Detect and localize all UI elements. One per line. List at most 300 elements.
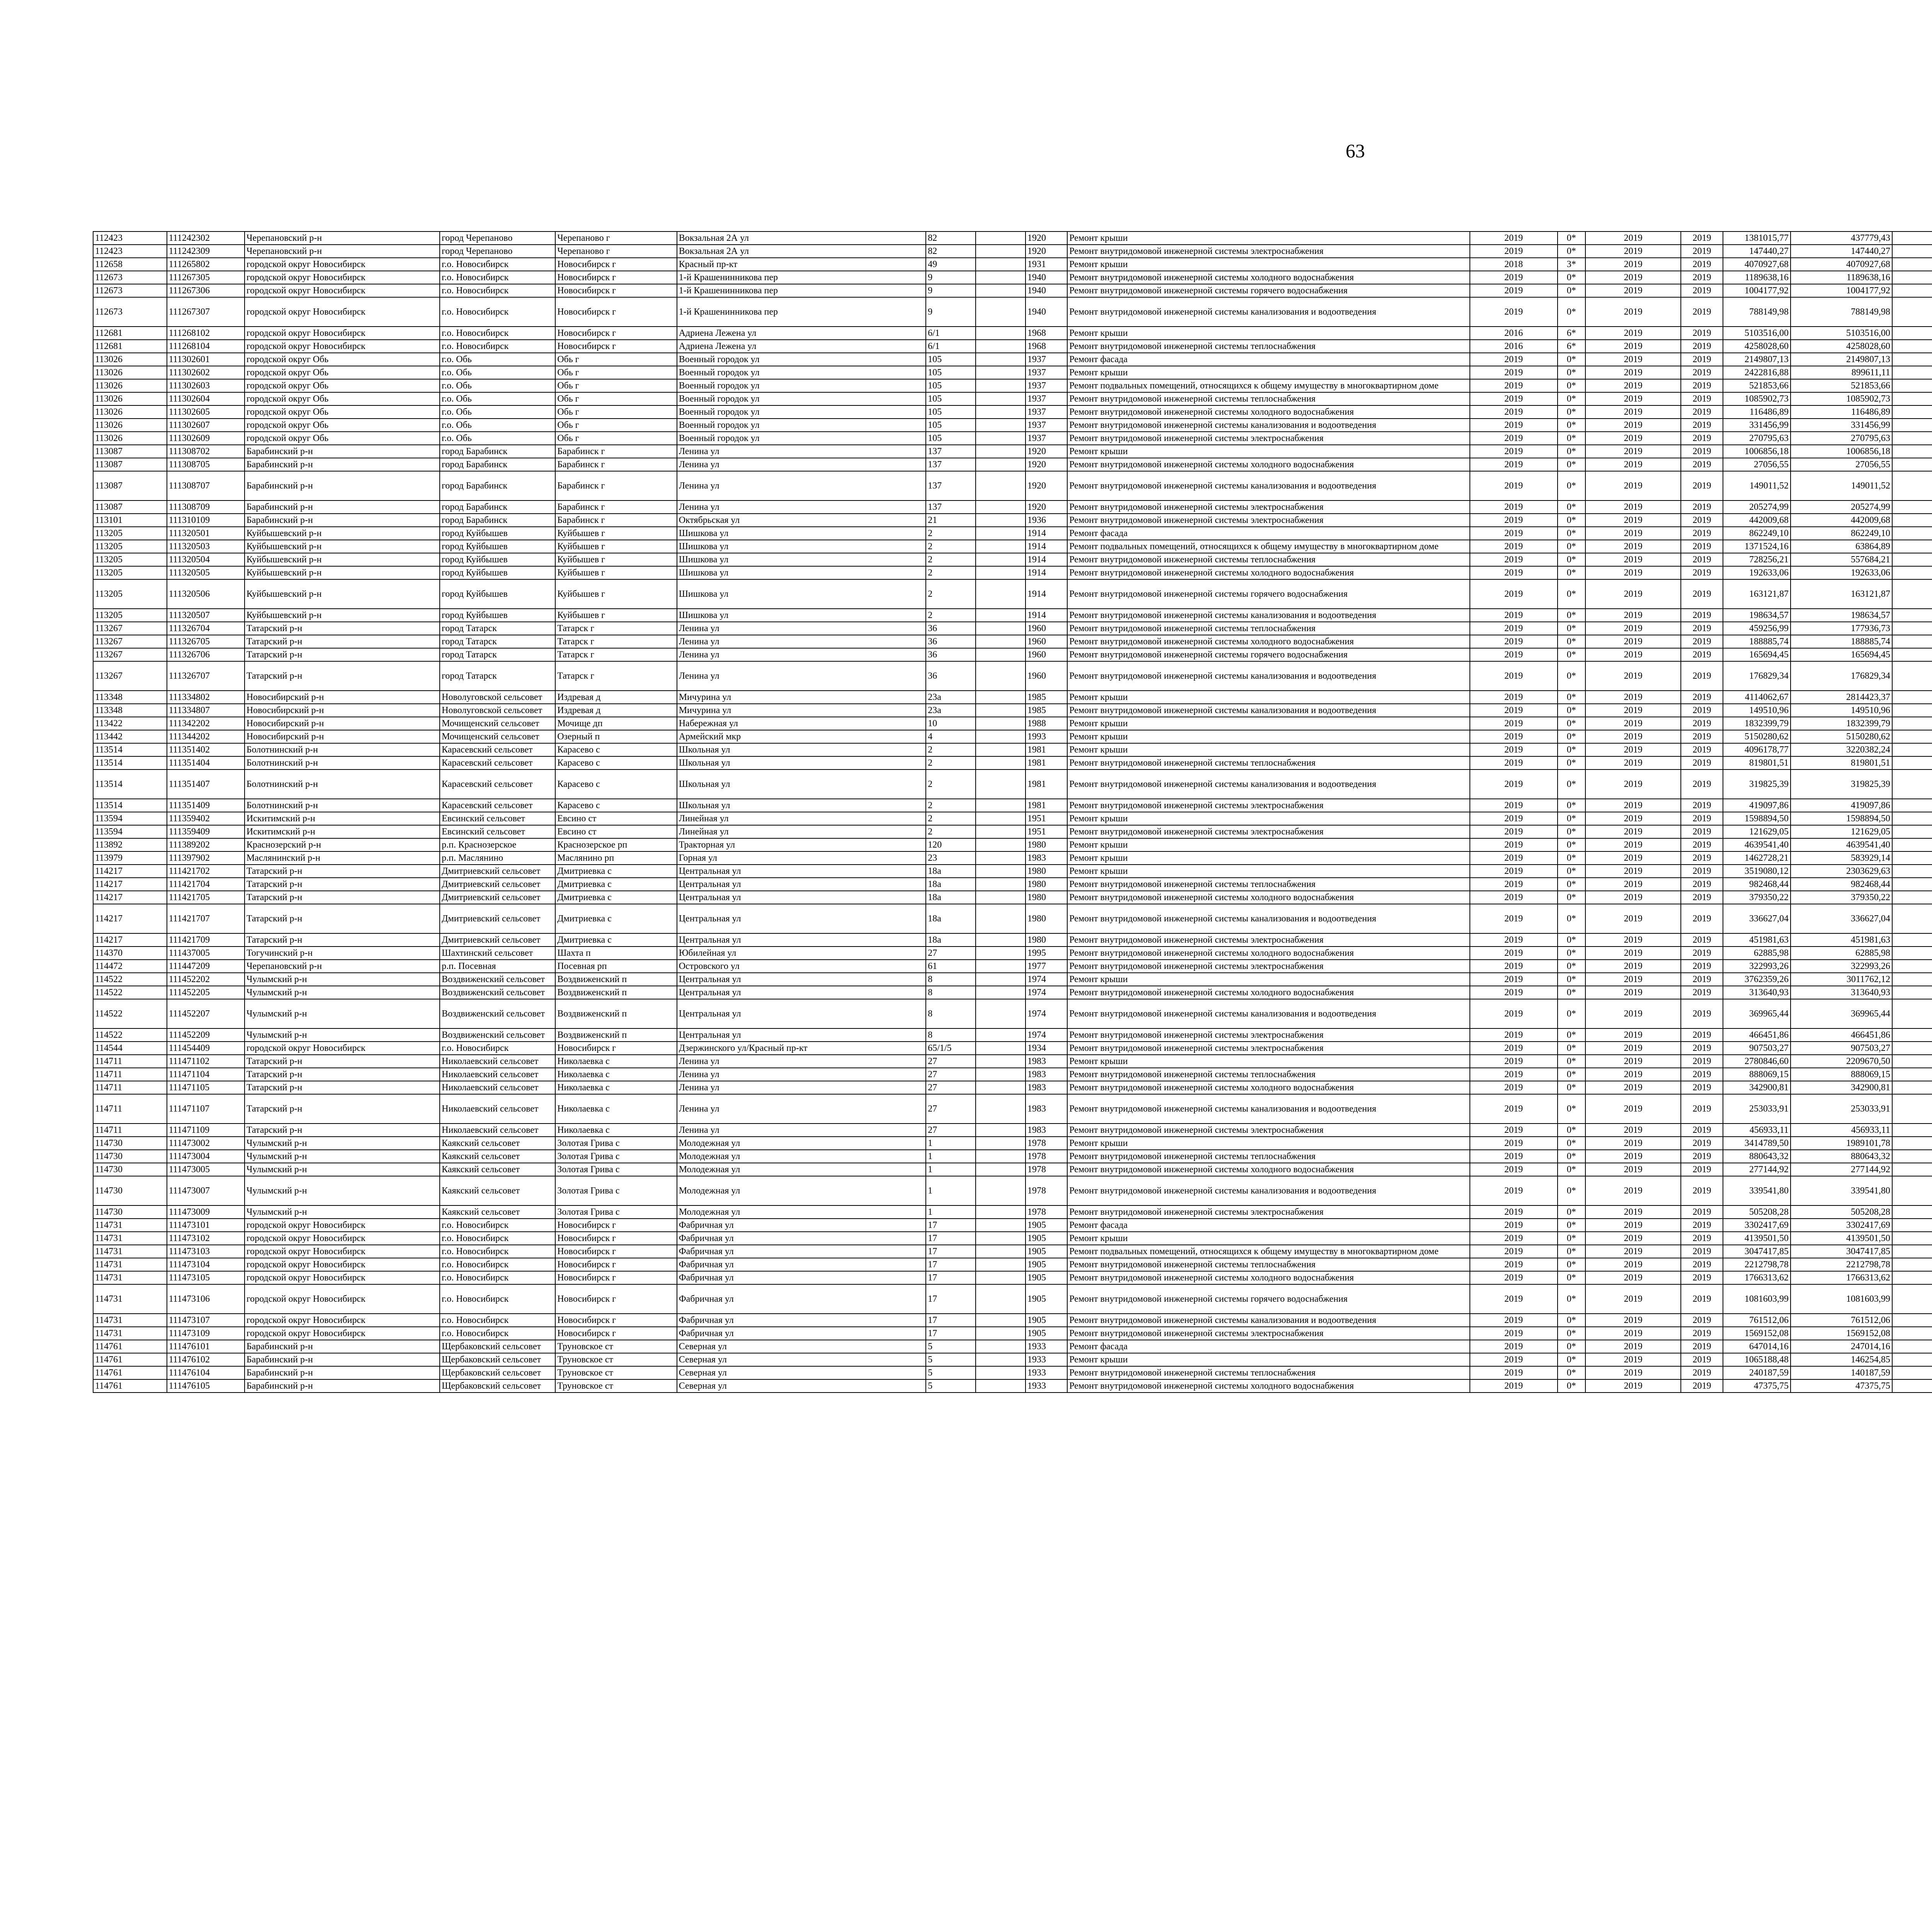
cell-district: городской округ Новосибирск [245, 1327, 440, 1340]
cell-building [976, 1379, 1026, 1393]
cell-planned-year: 2019 [1470, 1150, 1558, 1163]
cell-locality: Барабинск г [555, 445, 677, 458]
cell-work-id: 111310109 [167, 514, 245, 527]
cell-end-year: 2019 [1681, 1379, 1723, 1393]
cell-planned-year: 2018 [1470, 258, 1558, 271]
cell-fund-amount: 342900,81 [1791, 1081, 1892, 1094]
cell-work-id: 111344202 [167, 730, 245, 743]
cell-building [976, 579, 1026, 609]
cell-locality: Труновское ст [555, 1379, 677, 1393]
cell-fund-amount: 456933,11 [1791, 1124, 1892, 1137]
cell-postponement: 0* [1558, 1124, 1585, 1137]
cell-start-year: 2019 [1585, 1163, 1681, 1176]
cell-year-built: 1914 [1026, 609, 1067, 622]
cell-planned-year: 2019 [1470, 717, 1558, 730]
cell-house-number: 36 [926, 661, 976, 691]
cell-municipality: Новолуговской сельсовет [440, 704, 555, 717]
cell-locality: Обь г [555, 405, 677, 419]
cell-building [976, 799, 1026, 812]
cell-planned-year: 2019 [1470, 1124, 1558, 1137]
cell-municipality: г.о. Новосибирск [440, 1258, 555, 1271]
cell-planned-year: 2019 [1470, 635, 1558, 648]
cell-postponement: 0* [1558, 458, 1585, 471]
cell-total-cost: 4639541,40 [1723, 838, 1791, 851]
table-row [93, 1271, 1932, 1284]
cell-start-year: 2019 [1585, 353, 1681, 366]
cell-district: Болотнинский р-н [245, 799, 440, 812]
cell-house-number: 8 [926, 973, 976, 986]
cell-house-id: 113026 [93, 366, 167, 379]
cell-district: Новосибирский р-н [245, 691, 440, 704]
cell-end-year: 2019 [1681, 514, 1723, 527]
cell-locality: Куйбышев г [555, 609, 677, 622]
cell-end-year: 2019 [1681, 579, 1723, 609]
cell-building [976, 635, 1026, 648]
cell-municipality: Воздвиженский сельсовет [440, 999, 555, 1028]
cell-municipality: г.о. Новосибирск [440, 271, 555, 284]
cell-house-id: 114731 [93, 1258, 167, 1271]
cell-street: Набережная ул [677, 717, 926, 730]
cell-work-type: Ремонт внутридомовой инженерной системы холодного водоснабжения [1067, 1081, 1470, 1094]
cell-start-year: 2019 [1585, 999, 1681, 1028]
table-row [93, 743, 1932, 756]
cell-postponement: 0* [1558, 661, 1585, 691]
cell-postponement: 0* [1558, 1232, 1585, 1245]
cell-street: Военный городок ул [677, 392, 926, 405]
cell-municipality: Щербаковский сельсовет [440, 1379, 555, 1393]
cell-municipality: город Куйбышев [440, 553, 555, 566]
cell-locality: Татарск г [555, 648, 677, 661]
cell-district: Барабинский р-н [245, 445, 440, 458]
cell-house-id: 114522 [93, 986, 167, 999]
cell-house-id: 112681 [93, 327, 167, 340]
cell-fund-amount: 205274,99 [1791, 501, 1892, 514]
cell-work-id: 111265802 [167, 258, 245, 271]
cell-work-id: 111267306 [167, 284, 245, 297]
cell-planned-year: 2019 [1470, 947, 1558, 960]
cell-street: Фабричная ул [677, 1314, 926, 1327]
cell-planned-year: 2019 [1470, 419, 1558, 432]
cell-building [976, 471, 1026, 501]
cell-budget-federal [1892, 1258, 1932, 1271]
cell-postponement: 0* [1558, 353, 1585, 366]
cell-planned-year: 2019 [1470, 1055, 1558, 1068]
table-row [93, 566, 1932, 579]
cell-street: Ленина ул [677, 661, 926, 691]
cell-district: Татарский р-н [245, 1094, 440, 1124]
cell-street: Ленина ул [677, 622, 926, 635]
cell-street: Центральная ул [677, 878, 926, 891]
table-row [93, 1081, 1932, 1094]
cell-year-built: 1980 [1026, 891, 1067, 904]
cell-year-built: 1983 [1026, 1081, 1067, 1094]
cell-building [976, 445, 1026, 458]
cell-street: Школьная ул [677, 770, 926, 799]
cell-fund-amount: 270795,63 [1791, 432, 1892, 445]
cell-district: Новосибирский р-н [245, 730, 440, 743]
cell-municipality: г.о. Новосибирск [440, 258, 555, 271]
cell-district: Чулымский р-н [245, 1163, 440, 1176]
cell-street: Фабричная ул [677, 1271, 926, 1284]
cell-street: Молодежная ул [677, 1205, 926, 1219]
cell-house-number: 105 [926, 419, 976, 432]
cell-district: Татарский р-н [245, 1055, 440, 1068]
cell-municipality: р.п. Краснозерское [440, 838, 555, 851]
cell-building [976, 1028, 1026, 1042]
cell-year-built: 1977 [1026, 960, 1067, 973]
cell-budget-federal [1892, 392, 1932, 405]
cell-house-id: 114370 [93, 947, 167, 960]
table-row [93, 245, 1932, 258]
table-row [93, 1353, 1932, 1366]
cell-end-year: 2019 [1681, 891, 1723, 904]
cell-street: Шишкова ул [677, 540, 926, 553]
cell-end-year: 2019 [1681, 405, 1723, 419]
cell-year-built: 1937 [1026, 366, 1067, 379]
cell-end-year: 2019 [1681, 947, 1723, 960]
cell-house-number: 8 [926, 986, 976, 999]
cell-budget-federal [1892, 353, 1932, 366]
cell-total-cost: 379350,22 [1723, 891, 1791, 904]
cell-work-id: 111473106 [167, 1284, 245, 1314]
cell-postponement: 0* [1558, 999, 1585, 1028]
cell-district: Татарский р-н [245, 648, 440, 661]
cell-work-id: 111476105 [167, 1379, 245, 1393]
cell-start-year: 2019 [1585, 1284, 1681, 1314]
cell-street: Школьная ул [677, 743, 926, 756]
cell-district: Барабинский р-н [245, 501, 440, 514]
cell-house-number: 18а [926, 891, 976, 904]
table-row [93, 1340, 1932, 1353]
cell-planned-year: 2019 [1470, 1205, 1558, 1219]
cell-locality: Краснозерское рп [555, 838, 677, 851]
cell-postponement: 0* [1558, 717, 1585, 730]
cell-start-year: 2019 [1585, 1245, 1681, 1258]
cell-municipality: р.п. Посевная [440, 960, 555, 973]
cell-postponement: 0* [1558, 284, 1585, 297]
cell-year-built: 1980 [1026, 878, 1067, 891]
cell-start-year: 2019 [1585, 770, 1681, 799]
cell-work-id: 111326704 [167, 622, 245, 635]
cell-building [976, 891, 1026, 904]
cell-street: Военный городок ул [677, 405, 926, 419]
cell-total-cost: 459256,99 [1723, 622, 1791, 635]
cell-year-built: 1931 [1026, 258, 1067, 271]
cell-house-id: 114522 [93, 999, 167, 1028]
cell-budget-federal [1892, 770, 1932, 799]
cell-year-built: 1933 [1026, 1366, 1067, 1379]
cell-house-number: 105 [926, 366, 976, 379]
cell-year-built: 1920 [1026, 232, 1067, 245]
cell-total-cost: 1085902,73 [1723, 392, 1791, 405]
cell-building [976, 609, 1026, 622]
cell-municipality: Карасевский сельсовет [440, 743, 555, 756]
cell-planned-year: 2019 [1470, 661, 1558, 691]
cell-house-number: 2 [926, 609, 976, 622]
cell-street: Линейная ул [677, 825, 926, 838]
cell-budget-federal [1892, 1379, 1932, 1393]
cell-locality: Черепаново г [555, 232, 677, 245]
cell-total-cost: 62885,98 [1723, 947, 1791, 960]
cell-municipality: город Татарск [440, 635, 555, 648]
cell-budget-federal [1892, 245, 1932, 258]
cell-total-cost: 331456,99 [1723, 419, 1791, 432]
cell-postponement: 0* [1558, 553, 1585, 566]
cell-total-cost: 176829,34 [1723, 661, 1791, 691]
cell-fund-amount: 2209670,50 [1791, 1055, 1892, 1068]
cell-work-type: Ремонт внутридомовой инженерной системы горячего водоснабжения [1067, 1284, 1470, 1314]
cell-district: Татарский р-н [245, 635, 440, 648]
cell-house-id: 113979 [93, 851, 167, 865]
cell-year-built: 1936 [1026, 514, 1067, 527]
cell-house-number: 1 [926, 1205, 976, 1219]
cell-work-id: 111359409 [167, 825, 245, 838]
cell-start-year: 2019 [1585, 812, 1681, 825]
cell-building [976, 1245, 1026, 1258]
cell-locality: Новосибирск г [555, 1258, 677, 1271]
cell-house-number: 5 [926, 1353, 976, 1366]
cell-budget-federal [1892, 838, 1932, 851]
cell-work-id: 111302605 [167, 405, 245, 419]
cell-end-year: 2019 [1681, 553, 1723, 566]
cell-year-built: 1983 [1026, 851, 1067, 865]
table-row [93, 392, 1932, 405]
cell-work-id: 111326706 [167, 648, 245, 661]
cell-building [976, 960, 1026, 973]
cell-house-id: 113026 [93, 419, 167, 432]
cell-locality: Дмитриевка с [555, 891, 677, 904]
cell-year-built: 1905 [1026, 1284, 1067, 1314]
cell-municipality: Воздвиженский сельсовет [440, 986, 555, 999]
cell-budget-federal [1892, 258, 1932, 271]
cell-year-built: 1937 [1026, 353, 1067, 366]
cell-fund-amount: 188885,74 [1791, 635, 1892, 648]
cell-locality: Евсино ст [555, 812, 677, 825]
cell-building [976, 1284, 1026, 1314]
cell-building [976, 1042, 1026, 1055]
cell-fund-amount: 583929,14 [1791, 851, 1892, 865]
cell-house-number: 2 [926, 579, 976, 609]
cell-work-type: Ремонт внутридомовой инженерной системы электроснабжения [1067, 432, 1470, 445]
cell-total-cost: 761512,06 [1723, 1314, 1791, 1327]
cell-end-year: 2019 [1681, 419, 1723, 432]
cell-house-id: 114711 [93, 1081, 167, 1094]
cell-budget-federal [1892, 799, 1932, 812]
cell-work-type: Ремонт внутридомовой инженерной системы канализования и водоотведения [1067, 1094, 1470, 1124]
table-row [93, 579, 1932, 609]
cell-municipality: Мочищенский сельсовет [440, 730, 555, 743]
cell-house-number: 23а [926, 691, 976, 704]
cell-postponement: 0* [1558, 730, 1585, 743]
cell-locality: Куйбышев г [555, 566, 677, 579]
cell-end-year: 2019 [1681, 973, 1723, 986]
cell-budget-federal [1892, 1284, 1932, 1314]
cell-locality: Татарск г [555, 622, 677, 635]
cell-planned-year: 2019 [1470, 1176, 1558, 1205]
cell-postponement: 0* [1558, 445, 1585, 458]
cell-postponement: 0* [1558, 1379, 1585, 1393]
cell-street: Ленина ул [677, 635, 926, 648]
cell-locality: Золотая Грива с [555, 1150, 677, 1163]
cell-work-id: 111452209 [167, 1028, 245, 1042]
cell-fund-amount: 247014,16 [1791, 1340, 1892, 1353]
cell-building [976, 1232, 1026, 1245]
cell-fund-amount: 982468,44 [1791, 878, 1892, 891]
cell-end-year: 2019 [1681, 258, 1723, 271]
cell-locality: Новосибирск г [555, 1271, 677, 1284]
cell-budget-federal [1892, 1314, 1932, 1327]
cell-planned-year: 2019 [1470, 379, 1558, 392]
cell-postponement: 0* [1558, 232, 1585, 245]
cell-work-type: Ремонт внутридомовой инженерной системы канализования и водоотведения [1067, 609, 1470, 622]
table-row [93, 947, 1932, 960]
cell-house-number: 120 [926, 838, 976, 851]
cell-year-built: 1951 [1026, 825, 1067, 838]
cell-start-year: 2019 [1585, 501, 1681, 514]
cell-year-built: 1960 [1026, 622, 1067, 635]
cell-end-year: 2019 [1681, 297, 1723, 327]
cell-house-id: 114761 [93, 1379, 167, 1393]
cell-work-type: Ремонт крыши [1067, 717, 1470, 730]
cell-house-id: 114731 [93, 1314, 167, 1327]
cell-total-cost: 313640,93 [1723, 986, 1791, 999]
cell-year-built: 1920 [1026, 501, 1067, 514]
cell-municipality: Николаевский сельсовет [440, 1094, 555, 1124]
table-row [93, 514, 1932, 527]
cell-street: Фабричная ул [677, 1219, 926, 1232]
cell-house-number: 36 [926, 648, 976, 661]
cell-total-cost: 2149807,13 [1723, 353, 1791, 366]
cell-year-built: 1985 [1026, 704, 1067, 717]
cell-district: городской округ Обь [245, 379, 440, 392]
cell-house-number: 36 [926, 622, 976, 635]
cell-start-year: 2019 [1585, 661, 1681, 691]
cell-municipality: г.о. Новосибирск [440, 1284, 555, 1314]
cell-work-id: 111473109 [167, 1327, 245, 1340]
cell-fund-amount: 149011,52 [1791, 471, 1892, 501]
cell-building [976, 933, 1026, 947]
cell-start-year: 2019 [1585, 986, 1681, 999]
cell-work-type: Ремонт крыши [1067, 232, 1470, 245]
cell-fund-amount: 379350,22 [1791, 891, 1892, 904]
cell-total-cost: 319825,39 [1723, 770, 1791, 799]
cell-work-id: 111308705 [167, 458, 245, 471]
cell-municipality: г.о. Новосибирск [440, 284, 555, 297]
cell-work-type: Ремонт внутридомовой инженерной системы канализования и водоотведения [1067, 471, 1470, 501]
table-row [93, 1327, 1932, 1340]
cell-start-year: 2019 [1585, 1124, 1681, 1137]
cell-start-year: 2019 [1585, 1219, 1681, 1232]
cell-end-year: 2019 [1681, 1271, 1723, 1284]
cell-work-type: Ремонт внутридомовой инженерной системы электроснабжения [1067, 1327, 1470, 1340]
cell-locality: Новосибирск г [555, 258, 677, 271]
cell-work-type: Ремонт внутридомовой инженерной системы холодного водоснабжения [1067, 271, 1470, 284]
cell-planned-year: 2019 [1470, 405, 1558, 419]
cell-work-type: Ремонт внутридомовой инженерной системы теплоснабжения [1067, 756, 1470, 770]
cell-municipality: Евсинский сельсовет [440, 825, 555, 838]
cell-planned-year: 2019 [1470, 392, 1558, 405]
table-row [93, 501, 1932, 514]
cell-postponement: 0* [1558, 891, 1585, 904]
cell-work-id: 111473104 [167, 1258, 245, 1271]
cell-district: Татарский р-н [245, 1124, 440, 1137]
cell-locality: Посевная рп [555, 960, 677, 973]
cell-year-built: 1920 [1026, 458, 1067, 471]
cell-total-cost: 253033,91 [1723, 1094, 1791, 1124]
cell-street: Молодежная ул [677, 1150, 926, 1163]
cell-building [976, 258, 1026, 271]
cell-work-type: Ремонт крыши [1067, 1055, 1470, 1068]
cell-house-number: 137 [926, 458, 976, 471]
cell-budget-federal [1892, 514, 1932, 527]
cell-building [976, 1314, 1026, 1327]
cell-street: Шишкова ул [677, 609, 926, 622]
cell-planned-year: 2019 [1470, 271, 1558, 284]
cell-budget-federal [1892, 540, 1932, 553]
cell-house-id: 113267 [93, 661, 167, 691]
cell-building [976, 704, 1026, 717]
cell-building [976, 458, 1026, 471]
cell-end-year: 2019 [1681, 1366, 1723, 1379]
cell-planned-year: 2019 [1470, 1314, 1558, 1327]
cell-year-built: 1980 [1026, 838, 1067, 851]
cell-year-built: 1937 [1026, 405, 1067, 419]
cell-house-id: 113442 [93, 730, 167, 743]
cell-end-year: 2019 [1681, 609, 1723, 622]
cell-district: городской округ Новосибирск [245, 1258, 440, 1271]
cell-district: Татарский р-н [245, 891, 440, 904]
cell-district: Татарский р-н [245, 933, 440, 947]
cell-year-built: 1978 [1026, 1150, 1067, 1163]
cell-locality: Обь г [555, 379, 677, 392]
cell-fund-amount: 176829,34 [1791, 661, 1892, 691]
cell-locality: Новосибирск г [555, 1219, 677, 1232]
cell-year-built: 1960 [1026, 661, 1067, 691]
cell-year-built: 1905 [1026, 1245, 1067, 1258]
cell-postponement: 6* [1558, 327, 1585, 340]
cell-street: Тракторная ул [677, 838, 926, 851]
cell-planned-year: 2016 [1470, 340, 1558, 353]
cell-work-type: Ремонт фасада [1067, 1219, 1470, 1232]
cell-total-cost: 3762359,26 [1723, 973, 1791, 986]
cell-total-cost: 819801,51 [1723, 756, 1791, 770]
cell-locality: Шахта п [555, 947, 677, 960]
cell-planned-year: 2019 [1470, 799, 1558, 812]
cell-district: городской округ Новосибирск [245, 1284, 440, 1314]
cell-locality: Мочище дп [555, 717, 677, 730]
cell-budget-federal [1892, 284, 1932, 297]
cell-district: Барабинский р-н [245, 1366, 440, 1379]
cell-postponement: 0* [1558, 1314, 1585, 1327]
cell-start-year: 2019 [1585, 1340, 1681, 1353]
cell-fund-amount: 557684,21 [1791, 553, 1892, 566]
cell-house-number: 36 [926, 635, 976, 648]
cell-budget-federal [1892, 1163, 1932, 1176]
cell-building [976, 540, 1026, 553]
cell-street: Центральная ул [677, 986, 926, 999]
cell-postponement: 0* [1558, 622, 1585, 635]
cell-locality: Труновское ст [555, 1353, 677, 1366]
cell-fund-amount: 1081603,99 [1791, 1284, 1892, 1314]
cell-municipality: г.о. Новосибирск [440, 1042, 555, 1055]
cell-district: Чулымский р-н [245, 1205, 440, 1219]
cell-street: Центральная ул [677, 904, 926, 933]
cell-end-year: 2019 [1681, 756, 1723, 770]
cell-street: Фабричная ул [677, 1284, 926, 1314]
cell-locality: Золотая Грива с [555, 1163, 677, 1176]
cell-locality: Обь г [555, 432, 677, 445]
cell-start-year: 2019 [1585, 458, 1681, 471]
